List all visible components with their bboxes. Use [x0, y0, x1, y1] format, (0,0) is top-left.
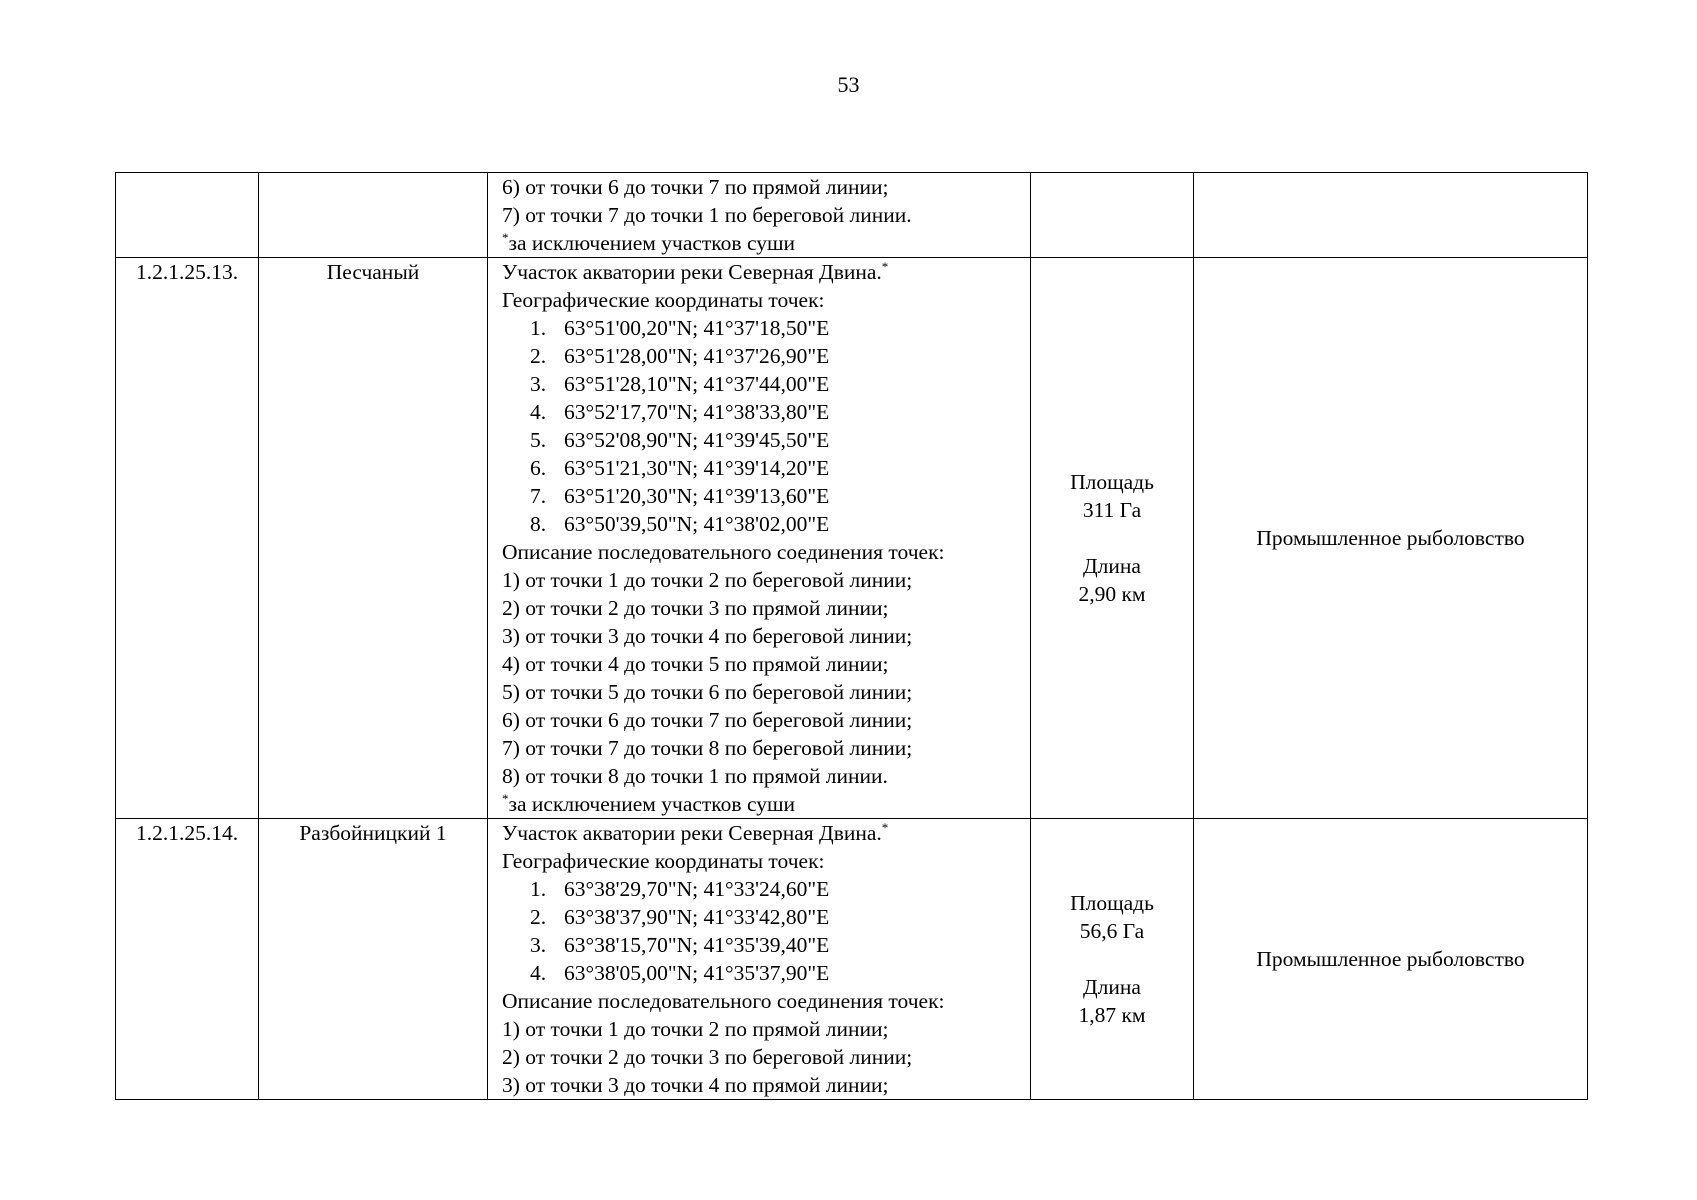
coordinates-header: Географические координаты точек: — [502, 849, 825, 873]
length-label: Длина — [1083, 975, 1141, 999]
coordinate-number: 7. — [530, 484, 547, 508]
area-size-cell — [1031, 173, 1194, 258]
table-row — [116, 173, 1588, 258]
coordinate-number: 3. — [530, 933, 547, 957]
footnote-mark: * — [881, 259, 889, 274]
coordinate-number: 2. — [530, 905, 547, 929]
area-name: Песчаный — [326, 260, 420, 284]
connection-item: 6) от точки 6 до точки 7 по береговой линии; — [502, 708, 913, 732]
coordinates-header: Географические координаты точек: — [502, 288, 825, 312]
coordinate-item — [502, 426, 1024, 454]
area-name-cell — [259, 819, 488, 1100]
coordinate-value: 63°51'00,20"N; 41°37'18,50"E — [564, 316, 830, 340]
area-description-cell — [488, 258, 1031, 819]
coordinate-item — [502, 875, 1024, 903]
area-value: 311 Га — [1082, 498, 1142, 522]
coordinate-number: 8. — [530, 512, 547, 536]
table-row — [116, 258, 1588, 819]
connection-item: 1) от точки 1 до точки 2 по прямой линии; — [502, 1017, 889, 1041]
table-body — [116, 173, 1588, 1100]
area-intro-text: Участок акватории реки Северная Двина. — [502, 260, 882, 284]
coordinate-item — [502, 482, 1024, 510]
coordinate-item — [502, 959, 1024, 987]
connections-header: Описание последовательного соединения точек: — [502, 989, 945, 1013]
page-number: 53 — [837, 72, 860, 97]
area-code: 1.2.1.25.14. — [135, 821, 239, 845]
spacer — [1031, 524, 1193, 552]
coordinate-value: 63°52'08,90"N; 41°39'45,50"E — [564, 428, 830, 452]
coordinate-number: 3. — [530, 372, 547, 396]
footnote-text: за исключением участков суши — [508, 231, 796, 255]
area-intro-text: Участок акватории реки Северная Двина. — [502, 821, 882, 845]
coordinate-value: 63°50'39,50"N; 41°38'02,00"E — [564, 512, 830, 536]
area-code-cell — [116, 173, 259, 258]
footnote-mark: * — [881, 820, 889, 835]
coordinate-number: 6. — [530, 456, 547, 480]
footnote-mark: * — [502, 791, 509, 806]
coordinate-item — [502, 370, 1024, 398]
fishing-areas-table — [115, 172, 1588, 1100]
connection-item: 7) от точки 7 до точки 1 по береговой линии. — [502, 203, 912, 227]
connection-item: 3) от точки 3 до точки 4 по прямой линии; — [502, 1073, 889, 1097]
coordinate-number: 2. — [530, 344, 547, 368]
coordinate-item — [502, 342, 1024, 370]
area-code-cell — [116, 258, 259, 819]
footnote-mark: * — [502, 230, 509, 245]
connection-item: 4) от точки 4 до точки 5 по прямой линии; — [502, 652, 889, 676]
coordinate-number: 4. — [530, 961, 547, 985]
coordinate-value: 63°51'28,10"N; 41°37'44,00"E — [564, 372, 830, 396]
coordinate-number: 1. — [530, 316, 547, 340]
footnote — [502, 790, 1024, 818]
connections-header: Описание последовательного соединения точек: — [502, 540, 945, 564]
coordinate-number: 4. — [530, 400, 547, 424]
area-code: 1.2.1.25.13. — [135, 260, 239, 284]
coordinate-item — [502, 454, 1024, 482]
connection-item: 2) от точки 2 до точки 3 по прямой линии; — [502, 596, 889, 620]
coordinate-value: 63°38'37,90"N; 41°33'42,80"E — [564, 905, 830, 929]
connection-item: 1) от точки 1 до точки 2 по береговой линии; — [502, 568, 913, 592]
connection-item: 8) от точки 8 до точки 1 по прямой линии. — [502, 764, 888, 788]
area-description-cell — [488, 173, 1031, 258]
coordinate-number: 5. — [530, 428, 547, 452]
area-size-cell — [1031, 258, 1194, 819]
area-size-cell — [1031, 819, 1194, 1100]
area-label: Площадь — [1070, 891, 1154, 915]
coordinate-item — [502, 931, 1024, 959]
area-code-cell — [116, 819, 259, 1100]
coordinate-item — [502, 314, 1024, 342]
area-usage-cell — [1194, 819, 1588, 1100]
coordinate-value: 63°51'20,30"N; 41°39'13,60"E — [564, 484, 830, 508]
connection-item: 3) от точки 3 до точки 4 по береговой линии; — [502, 624, 913, 648]
footnote — [502, 229, 1024, 257]
spacer — [1031, 945, 1193, 973]
footnote-text: за исключением участков суши — [508, 792, 796, 816]
coordinate-item — [502, 398, 1024, 426]
area-usage-cell — [1194, 173, 1588, 258]
area-name-cell — [259, 173, 488, 258]
area-name: Разбойницкий 1 — [299, 821, 447, 845]
connection-item: 6) от точки 6 до точки 7 по прямой линии; — [502, 175, 889, 199]
coordinate-value: 63°51'28,00"N; 41°37'26,90"E — [564, 344, 830, 368]
coordinate-value: 63°52'17,70"N; 41°38'33,80"E — [564, 400, 830, 424]
area-name-cell — [259, 258, 488, 819]
area-description-cell — [488, 819, 1031, 1100]
area-value: 56,6 Га — [1079, 919, 1145, 943]
coordinate-item — [502, 903, 1024, 931]
area-label: Площадь — [1070, 470, 1154, 494]
connection-item: 7) от точки 7 до точки 8 по береговой линии; — [502, 736, 913, 760]
table-row — [116, 819, 1588, 1100]
length-value: 1,87 км — [1078, 1003, 1146, 1027]
coordinate-value: 63°51'21,30"N; 41°39'14,20"E — [564, 456, 830, 480]
area-usage: Промышленное рыболовство — [1256, 947, 1525, 971]
coordinate-value: 63°38'29,70"N; 41°33'24,60"E — [564, 877, 830, 901]
coordinate-number: 1. — [530, 877, 547, 901]
area-intro — [502, 819, 1024, 847]
coordinate-value: 63°38'05,00"N; 41°35'37,90"E — [564, 961, 830, 985]
coordinate-value: 63°38'15,70"N; 41°35'39,40"E — [564, 933, 830, 957]
area-usage-cell — [1194, 258, 1588, 819]
area-usage: Промышленное рыболовство — [1256, 526, 1525, 550]
coordinate-item — [502, 510, 1024, 538]
connection-item: 5) от точки 5 до точки 6 по береговой линии; — [502, 680, 913, 704]
length-value: 2,90 км — [1078, 582, 1146, 606]
connection-item: 2) от точки 2 до точки 3 по береговой линии; — [502, 1045, 913, 1069]
area-intro — [502, 258, 1024, 286]
length-label: Длина — [1083, 554, 1141, 578]
